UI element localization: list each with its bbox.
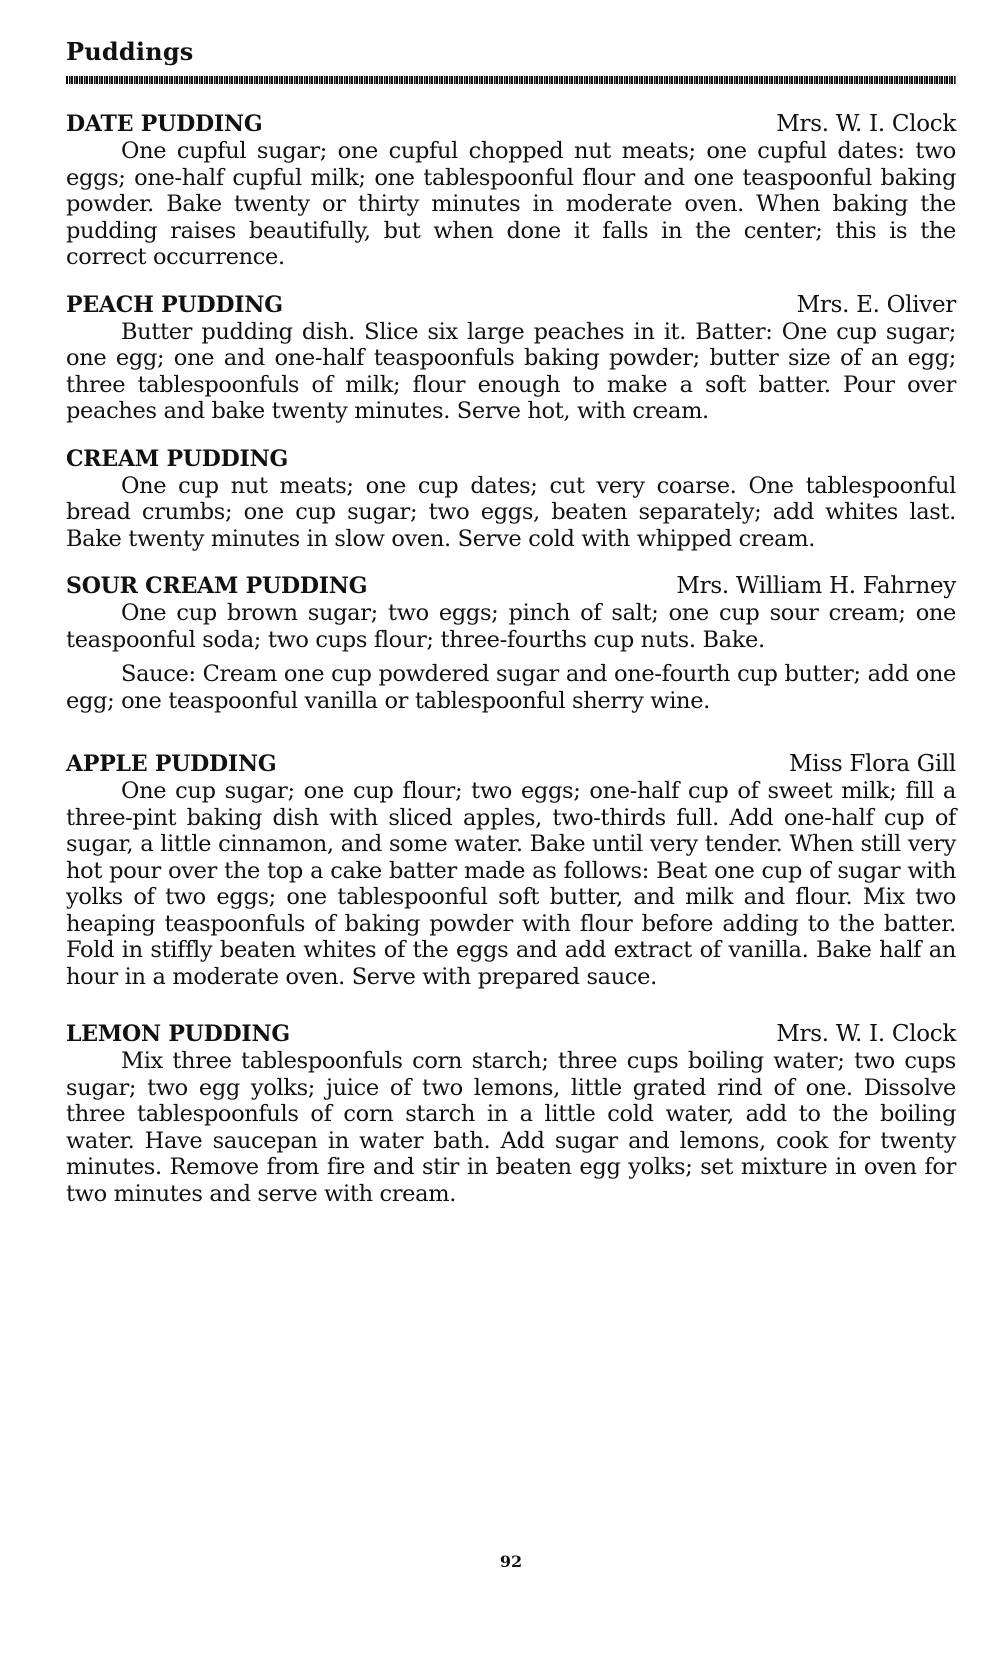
recipe-header [66, 750, 956, 778]
recipe-header [66, 110, 956, 138]
recipe-paragraph: Mix three tablespoonfuls corn starch; three cups boiling water; two cups sugar; two egg yolks; juice of two lemons, little grated rind of one. Dissolve three tablespoonfuls of corn starch in a little cold water, add to the boiling water. Have saucepan in water bath. Add sugar and lemons, cook for twenty minutes. Remove from fire and stir in beaten egg yolks; set mixture in oven for two minutes and serve with cream. [66, 1048, 956, 1207]
recipe-paragraph: One cup nut meats; one cup dates; cut very coarse. One tablespoonful bread crumbs; one cup sugar; two eggs, beaten separately; add whites last. Bake twenty minutes in slow oven. Serve cold with whipped cream. [66, 472, 956, 552]
recipe-author: Mrs. William H. Fahrney [676, 573, 956, 599]
recipe-header [66, 1020, 956, 1048]
recipe-title: PEACH PUDDING [66, 291, 283, 318]
recipe-cream-pudding [66, 445, 956, 553]
page-number: 92 [499, 1552, 523, 1571]
recipe-header [66, 291, 956, 319]
recipe-date-pudding [66, 110, 956, 271]
recipe-author: Miss Flora Gill [789, 751, 956, 777]
recipe-sauce-paragraph: Sauce: Cream one cup powdered sugar and one-fourth cup butter; add one egg; one teaspoonful vanilla or tablespoonful sherry wine. [66, 661, 956, 714]
book-page [66, 37, 956, 1571]
recipe-title: SOUR CREAM PUDDING [66, 573, 368, 599]
recipe-header [66, 572, 956, 600]
section-title: Puddings [66, 37, 194, 66]
recipe-header [66, 445, 956, 473]
recipe-lemon-pudding [66, 1020, 956, 1207]
recipe-paragraph: Butter pudding dish. Slice six large peaches in it. Batter: One cup sugar; one egg; one and one-half teaspoonfuls baking powder; butter size of an egg; three tablespoonfuls of milk; flour enough to make a soft batter. Pour over peaches and bake twenty minutes. Serve hot, with cream. [66, 318, 956, 424]
recipe-author: Mrs. W. I. Clock [776, 1021, 956, 1047]
recipe-paragraph: One cupful sugar; one cupful chopped nut meats; one cupful dates: two eggs; one-half cupful milk; one tablespoonful flour and one teaspoonful baking powder. Bake twenty or thirty minutes in moderate oven. When baking the pudding raises beautifully, but when done it falls in the center; this is the correct occurrence. [66, 138, 956, 270]
recipe-title: CREAM PUDDING [66, 445, 289, 472]
recipe-paragraph: One cup brown sugar; two eggs; pinch of salt; one cup sour cream; one teaspoonful soda; two cups flour; three-fourths cup nuts. Bake. [66, 600, 956, 653]
recipe-author: Mrs. W. I. Clock [776, 111, 956, 137]
recipe-title: LEMON PUDDING [66, 1021, 290, 1047]
section-rule [66, 76, 956, 84]
recipe-peach-pudding [66, 291, 956, 425]
recipe-apple-pudding [66, 750, 956, 990]
recipe-author: Mrs. E. Oliver [796, 291, 956, 318]
recipe-paragraph: One cup sugar; one cup flour; two eggs; one-half cup of sweet milk; fill a three-pint baking dish with sliced apples, two-thirds full. Add one-half cup of sugar, a little cinnamon, and some water. Bake until very tender. When still very hot pour over the top a cake batter made as follows: Beat one cup of sugar with yolks of two eggs; one tablespoonful soft butter, and milk and flour. Mix two heaping teaspoonfuls of baking powder with flour before adding to the batter. Fold in stiffly beaten whites of the eggs and add extract of vanilla. Bake half an hour in a moderate oven. Serve with prepared sauce. [66, 778, 956, 990]
recipe-title: APPLE PUDDING [66, 751, 277, 777]
recipe-sour-cream-pudding [66, 572, 956, 714]
recipe-title: DATE PUDDING [66, 111, 263, 137]
